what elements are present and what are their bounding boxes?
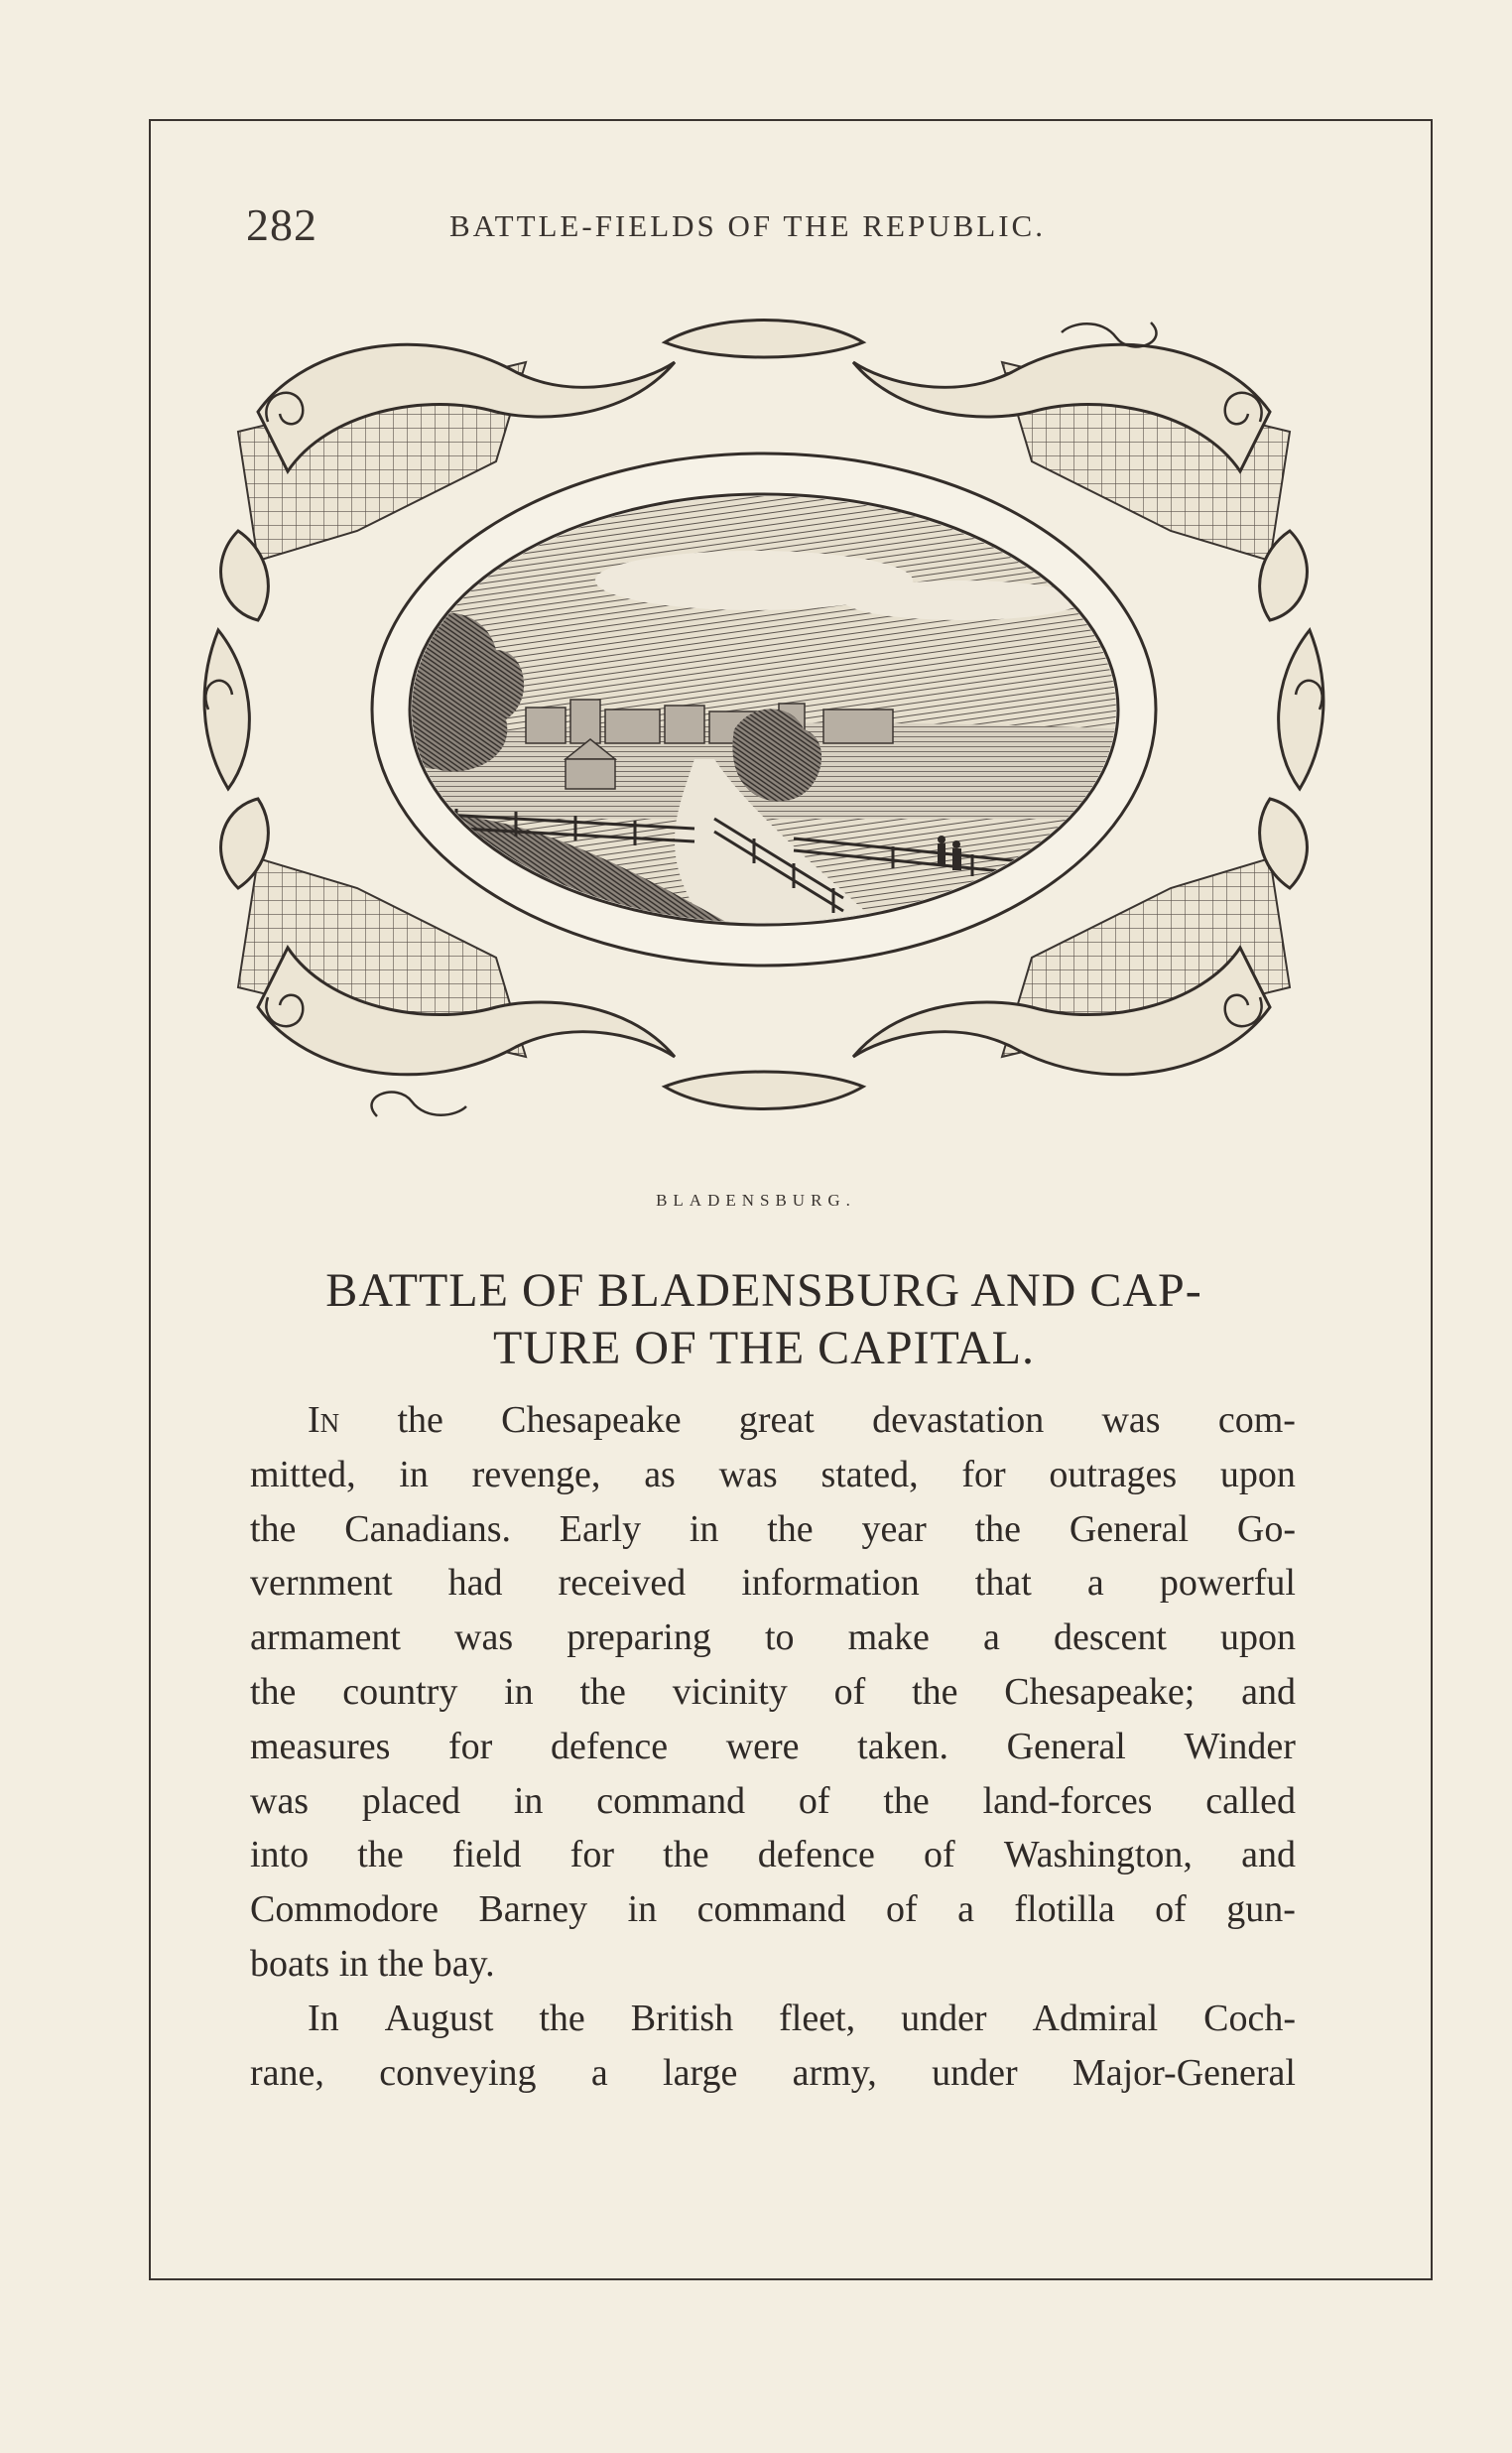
word: vicinity — [672, 1670, 788, 1713]
word: outrages — [1049, 1453, 1178, 1495]
word: Admiral — [1032, 1997, 1159, 2039]
word: for — [569, 1834, 614, 1876]
word: August — [384, 1997, 494, 2039]
word: Coch- — [1203, 1997, 1296, 2039]
word: the — [397, 1399, 443, 1441]
word: upon — [1219, 1453, 1296, 1495]
word: armament — [250, 1616, 401, 1659]
word: the — [767, 1507, 814, 1550]
word: the — [663, 1834, 709, 1876]
word: conveying — [379, 2051, 537, 2094]
word: preparing — [567, 1616, 711, 1659]
word: Canadians. — [344, 1507, 512, 1550]
word: of — [798, 1779, 830, 1822]
word: great — [738, 1399, 815, 1441]
word: Go- — [1236, 1507, 1296, 1550]
word: the — [883, 1779, 930, 1822]
word: a — [590, 2051, 608, 2094]
word: in — [338, 1942, 369, 1985]
word: land-forces — [982, 1779, 1153, 1822]
word: Chesapeake — [501, 1399, 682, 1441]
word: General — [1006, 1725, 1126, 1767]
word: devastation — [872, 1399, 1045, 1441]
word: a — [1086, 1562, 1104, 1605]
word: into — [250, 1834, 310, 1876]
heading-line: BATTLE OF BLADENSBURG AND CAP- — [325, 1264, 1202, 1317]
word: of — [833, 1670, 866, 1713]
word: Commodore — [250, 1888, 439, 1931]
word: command — [696, 1888, 846, 1931]
word: of — [885, 1888, 918, 1931]
word: rane, — [250, 2051, 324, 2094]
word: the — [357, 1834, 404, 1876]
word: in — [689, 1507, 719, 1550]
word: in — [513, 1779, 544, 1822]
word: gun- — [1226, 1888, 1296, 1931]
word: Barney — [478, 1888, 588, 1931]
word: of — [1155, 1888, 1187, 1931]
body-line — [250, 1556, 1296, 1611]
word: taken. — [857, 1725, 948, 1767]
word: In — [308, 1399, 340, 1441]
word: for — [448, 1725, 493, 1767]
body-line — [250, 1774, 1296, 1829]
body-line — [250, 1992, 1296, 2046]
word: com- — [1217, 1399, 1296, 1441]
word: were — [725, 1725, 800, 1767]
body-text — [250, 1393, 1296, 2100]
word: in — [399, 1453, 429, 1495]
word: was — [718, 1453, 778, 1495]
word: Early — [559, 1507, 642, 1550]
word: was — [1101, 1399, 1161, 1441]
word: In — [308, 1997, 339, 2039]
body-line — [250, 1882, 1296, 1937]
running-head — [246, 198, 1288, 258]
word: for — [961, 1453, 1006, 1495]
word: flotilla — [1014, 1888, 1115, 1931]
word: in — [504, 1670, 534, 1713]
word: placed — [361, 1779, 461, 1822]
scroll-frame-ornament-icon — [198, 303, 1329, 1186]
running-title: BATTLE-FIELDS OF THE REPUBLIC. — [449, 208, 1046, 243]
word: upon — [1220, 1616, 1296, 1659]
word: bay. — [433, 1942, 495, 1985]
body-line — [250, 1665, 1296, 1720]
word: and — [1241, 1670, 1296, 1713]
word: was — [250, 1779, 310, 1822]
word: the — [250, 1670, 297, 1713]
body-line — [250, 1720, 1296, 1774]
word: information — [741, 1562, 920, 1605]
word: was — [454, 1616, 514, 1659]
word: revenge, — [471, 1453, 601, 1495]
word: mitted, — [250, 1453, 356, 1495]
word: defence — [550, 1725, 669, 1767]
word: of — [924, 1834, 955, 1876]
word: a — [982, 1616, 1000, 1659]
word: Major-General — [1071, 2051, 1296, 2094]
illustration-caption: BLADENSBURG. — [656, 1191, 856, 1210]
chapter-heading — [248, 1262, 1280, 1377]
word: descent — [1053, 1616, 1167, 1659]
word: General — [1069, 1507, 1190, 1550]
word: under — [932, 2051, 1018, 2094]
word: field — [451, 1834, 522, 1876]
word: make — [847, 1616, 930, 1659]
body-line — [250, 1828, 1296, 1882]
word: year — [861, 1507, 927, 1550]
page-number: 282 — [246, 199, 317, 250]
word: in — [627, 1888, 658, 1931]
word: army, — [792, 2051, 877, 2094]
word: Chesapeake; — [1004, 1670, 1196, 1713]
word: fleet, — [779, 1997, 856, 2039]
heading-line: TURE OF THE CAPITAL. — [493, 1322, 1035, 1374]
word: country — [342, 1670, 458, 1713]
word: and — [1241, 1834, 1296, 1876]
word: British — [630, 1997, 734, 2039]
word: as — [644, 1453, 676, 1495]
word: Washington, — [1003, 1834, 1193, 1876]
word: the — [912, 1670, 958, 1713]
word: vernment — [250, 1562, 393, 1605]
body-line — [250, 2046, 1296, 2101]
body-line — [250, 1937, 1296, 1992]
word: measures — [250, 1725, 391, 1767]
word: powerful — [1159, 1562, 1296, 1605]
word: the — [250, 1507, 297, 1550]
word: that — [974, 1562, 1032, 1605]
word: stated, — [820, 1453, 919, 1495]
body-line — [250, 1448, 1296, 1502]
word: a — [957, 1888, 974, 1931]
word: defence — [757, 1834, 875, 1876]
word: large — [663, 2051, 738, 2094]
word: to — [764, 1616, 795, 1659]
word: boats — [250, 1942, 330, 1985]
word: command — [596, 1779, 746, 1822]
body-line — [250, 1502, 1296, 1557]
body-line — [250, 1611, 1296, 1665]
word: under — [901, 1997, 987, 2039]
word: received — [558, 1562, 687, 1605]
word: the — [377, 1942, 425, 1985]
word: the — [974, 1507, 1022, 1550]
word: Winder — [1184, 1725, 1296, 1767]
body-line — [250, 1393, 1296, 1448]
word: the — [539, 1997, 585, 2039]
word: the — [579, 1670, 626, 1713]
word: had — [447, 1562, 503, 1605]
word: called — [1205, 1779, 1296, 1822]
bladensburg-engraving — [198, 303, 1329, 1186]
